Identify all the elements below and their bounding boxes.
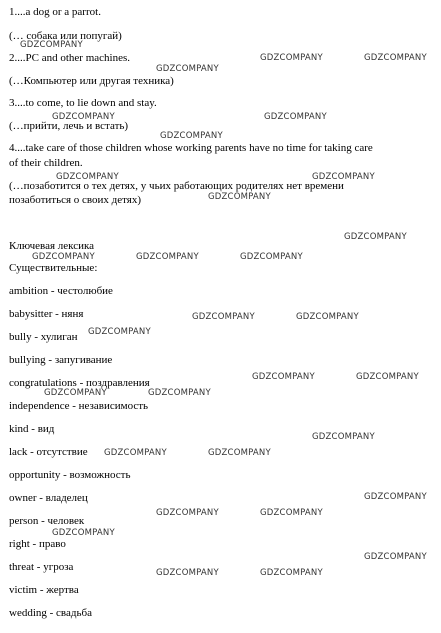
vocab-entry: right - право [9,538,66,550]
watermark: GDZCOMPANY [260,508,323,518]
watermark: GDZCOMPANY [260,568,323,578]
watermark: GDZCOMPANY [344,232,407,242]
watermark: GDZCOMPANY [156,64,219,74]
watermark: GDZCOMPANY [356,372,419,382]
vocab-entry: owner - владелец [9,492,88,504]
watermark: GDZCOMPANY [364,53,427,63]
item-2-ru: (…Компьютер или другая техника) [9,75,174,87]
vocab-heading: Ключевая лексика [9,240,95,252]
watermark: GDZCOMPANY [312,432,375,442]
item-4-ru: (…позаботится о тех детях, у чьих работающих родителях нет времени [9,180,344,192]
watermark: GDZCOMPANY [160,131,223,141]
item-1-en: 1....a dog or a parrot. [9,6,101,18]
watermark: GDZCOMPANY [20,40,83,50]
watermark: GDZCOMPANY [156,508,219,518]
watermark: GDZCOMPANY [148,388,211,398]
item-4-en: 4....take care of those children whose working parents have no time for taking care [9,142,373,154]
vocab-entry: independence - независимость [9,400,149,412]
vocab-entry: ambition - честолюбие [9,285,113,297]
vocab-entry: wedding - свадьба [9,607,92,619]
vocab-entry: person - человек [9,515,85,527]
item-3-ru: (…прийти, лечь и встать) [9,120,129,132]
watermark: GDZCOMPANY [136,252,199,262]
vocab-entry: kind - вид [9,423,55,435]
item-1-ru: (… собака или попугай) [9,30,122,42]
vocab-entry: threat - угроза [9,561,74,573]
watermark: GDZCOMPANY [312,172,375,182]
vocab-entry: opportunity - возможность [9,469,131,481]
item-2-en: 2....PC and other machines. [9,52,130,64]
watermark: GDZCOMPANY [264,112,327,122]
watermark: GDZCOMPANY [192,312,255,322]
watermark: GDZCOMPANY [44,388,107,398]
item-4-en-cont: of their children. [9,157,83,169]
watermark: GDZCOMPANY [208,448,271,458]
vocab-entry: bullying - запугивание [9,354,113,366]
vocab-entry: lack - отсутствие [9,446,88,458]
watermark: GDZCOMPANY [52,112,115,122]
vocab-entry: babysitter - няня [9,308,84,320]
watermark: GDZCOMPANY [88,327,151,337]
watermark: GDZCOMPANY [104,448,167,458]
item-4-ru-cont: позаботиться о своих детях) [9,194,142,206]
item-3-en: 3....to come, to lie down and stay. [9,97,157,109]
watermark: GDZCOMPANY [56,172,119,182]
watermark: GDZCOMPANY [52,528,115,538]
vocab-entry: bully - хулиган [9,331,78,343]
vocab-entry: congratulations - поздравления [9,377,150,389]
watermark: GDZCOMPANY [260,53,323,63]
watermark: GDZCOMPANY [208,192,271,202]
watermark: GDZCOMPANY [364,552,427,562]
vocab-entry: victim - жертва [9,584,79,596]
watermark: GDZCOMPANY [296,312,359,322]
watermark: GDZCOMPANY [32,252,95,262]
watermark: GDZCOMPANY [252,372,315,382]
vocab-subheading: Существительные: [9,262,98,274]
watermark: GDZCOMPANY [156,568,219,578]
watermark: GDZCOMPANY [240,252,303,262]
watermark: GDZCOMPANY [364,492,427,502]
